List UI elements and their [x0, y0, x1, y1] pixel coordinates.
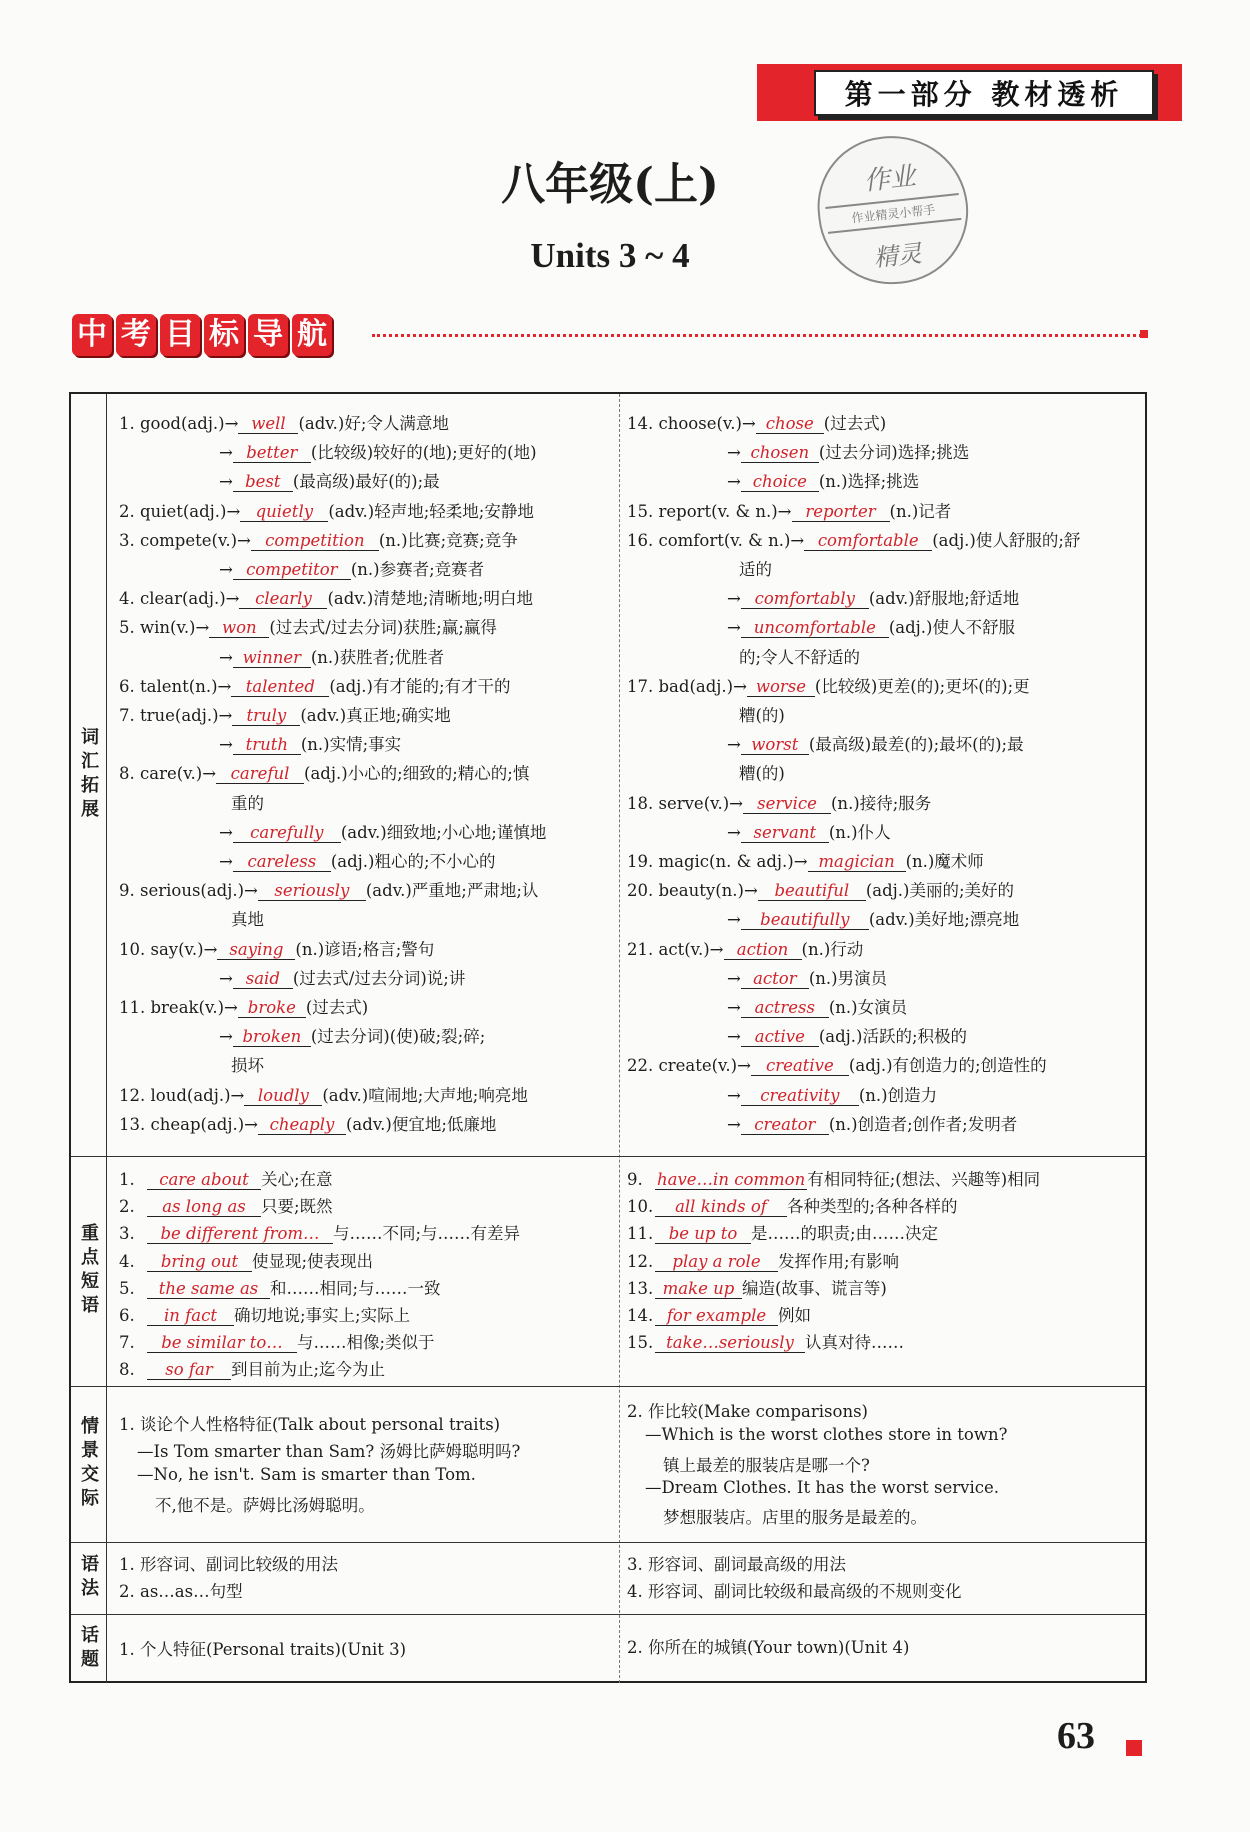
vocab-line: [119, 760, 529, 784]
grammar-item: 2. as…as…句型: [119, 1582, 243, 1601]
answer-blank: bring out: [147, 1253, 252, 1272]
answer-blank: reporter: [792, 503, 890, 522]
phrase-line: [119, 1329, 435, 1353]
vocab-meaning: (n.)创造力: [858, 1085, 938, 1105]
vocab-line: [739, 760, 785, 784]
row-divider: [71, 1614, 1145, 1615]
vocab-line: [219, 468, 440, 492]
vocab-meaning: (adv.)好;令人满意地: [298, 414, 449, 433]
phrase-line: [119, 1193, 333, 1217]
page-number-marker: [1126, 1740, 1142, 1756]
vocab-meaning: 损坏: [231, 1056, 264, 1076]
vocab-line: [119, 527, 518, 551]
vocab-line: [119, 614, 497, 638]
answer-blank: choice: [741, 473, 819, 492]
vocab-meaning: (adj.)活跃的;积极的: [818, 1027, 968, 1047]
answer-blank: be different from…: [147, 1225, 333, 1244]
vocab-line: [739, 556, 772, 580]
vocab-line: [627, 498, 951, 522]
category-phrases: [71, 1156, 107, 1386]
phrase-number: 6.: [119, 1306, 135, 1325]
heading-end-dot: [1140, 330, 1148, 338]
vocab-line: [627, 673, 1030, 697]
phrase-meaning: 发挥作用;有影响: [778, 1251, 900, 1271]
phrase-number: 9.: [627, 1170, 643, 1189]
section-heading: [72, 314, 332, 356]
phrase-number: 15.: [627, 1333, 654, 1353]
vocab-source: →: [219, 1027, 233, 1047]
situation-line: 1. 谈论个人性格特征(Talk about personal traits): [119, 1415, 501, 1434]
vocab-meaning: 适的: [739, 560, 772, 579]
vocab-meaning: (n.)魔术师: [905, 852, 984, 871]
vocab-meaning: (adj.)小心的;细致的;精心的;慎: [304, 764, 530, 784]
answer-blank: play a role: [655, 1253, 778, 1272]
vocab-meaning: (n.)获胜者;优胜者: [310, 647, 445, 667]
vocab-line: [627, 936, 863, 960]
vocab-source: 22. create(v.)→: [627, 1056, 751, 1076]
answer-blank: action: [724, 941, 802, 960]
vocab-source: →: [219, 968, 233, 988]
vocab-line: [739, 644, 860, 668]
phrase-line: [627, 1220, 938, 1244]
vocab-source: →: [727, 968, 741, 988]
heading-char: 标: [204, 314, 244, 356]
vocab-meaning: (过去式): [823, 414, 887, 433]
vocab-meaning: (adv.)美好地;漂亮地: [868, 910, 1020, 930]
vocab-source: →: [727, 1027, 741, 1047]
vocab-source: 15. report(v. & n.)→: [627, 501, 792, 521]
vocab-line: [739, 702, 785, 726]
topic-item: 1. 个人特征(Personal traits)(Unit 3): [119, 1640, 407, 1659]
vocab-source: →: [727, 998, 741, 1017]
vocab-meaning: (n.)仆人: [828, 822, 891, 842]
answer-blank: active: [741, 1028, 819, 1047]
vocab-source: →: [727, 1114, 741, 1134]
vocab-line: [219, 644, 444, 668]
answer-blank: all kinds of: [655, 1198, 787, 1217]
answer-blank: loudly: [244, 1087, 322, 1106]
vocab-source: →: [219, 443, 233, 463]
vocab-source: 2. quiet(adj.)→: [119, 501, 241, 521]
phrase-number: 12.: [627, 1251, 654, 1271]
answer-blank: take…seriously: [655, 1334, 805, 1353]
vocab-source: 3. compete(v.)→: [119, 530, 251, 550]
vocab-line: [727, 965, 887, 989]
vocab-line: [627, 410, 886, 434]
section-banner-label: 第一部分 教材透析: [814, 70, 1154, 116]
answer-blank: careful: [216, 765, 304, 784]
answer-blank: uncomfortable: [741, 619, 889, 638]
vocab-source: 9. serious(adj.)→: [119, 881, 258, 901]
phrase-line: [627, 1302, 811, 1326]
vocab-meaning: (adj.)使人不舒服: [888, 618, 1015, 638]
vocab-meaning: (adv.)真正地;确实地: [300, 706, 451, 725]
category-label: 话题: [78, 1624, 99, 1673]
vocab-source: 5. win(v.)→: [119, 618, 210, 638]
answer-blank: best: [233, 473, 293, 492]
answer-blank: in fact: [147, 1307, 234, 1326]
heading-char: 考: [116, 314, 156, 356]
situation-line: 梦想服装店。店里的服务是最差的。: [663, 1508, 927, 1527]
vocab-meaning: 糟(的): [739, 706, 785, 725]
answer-blank: talented: [231, 678, 329, 697]
vocab-source: 16. comfort(v. & n.)→: [627, 530, 805, 550]
vocab-meaning: 真地: [231, 910, 264, 930]
row-divider: [71, 1542, 1145, 1543]
answer-blank: said: [233, 970, 293, 989]
phrase-meaning: 认真对待……: [805, 1333, 904, 1353]
vocab-source: →: [727, 589, 741, 609]
vocab-source: 18. serve(v.)→: [627, 793, 743, 813]
grammar-item: 3. 形容词、副词最高级的用法: [627, 1555, 846, 1574]
answer-blank: creative: [751, 1057, 849, 1076]
answer-blank: comfortable: [804, 532, 932, 551]
page-title: 八年级(上): [501, 159, 719, 210]
answer-blank: chose: [756, 415, 824, 434]
phrase-line: [627, 1248, 899, 1272]
phrase-line: [627, 1193, 958, 1217]
answer-blank: better: [233, 444, 311, 463]
vocab-line: [727, 1023, 967, 1047]
vocab-source: →: [219, 472, 233, 492]
vocab-line: [119, 1082, 528, 1106]
vocab-source: →: [727, 443, 741, 463]
answer-blank: clearly: [239, 590, 327, 609]
answer-blank: creativity: [741, 1087, 859, 1106]
vocab-meaning: (n.)比赛;竞赛;竞争: [378, 530, 518, 550]
grammar-item: 4. 形容词、副词比较级和最高级的不规则变化: [627, 1582, 962, 1601]
page-number: 63: [1057, 1715, 1095, 1757]
vocab-line: [119, 585, 533, 609]
vocab-meaning: (adv.)清楚地;清晰地;明白地: [327, 589, 533, 609]
phrase-line: [627, 1329, 904, 1353]
answer-blank: beautifully: [741, 911, 869, 930]
phrase-meaning: 编造(故事、谎言等): [742, 1278, 887, 1298]
vocab-line: [119, 877, 538, 901]
answer-blank: actress: [741, 999, 829, 1018]
vocab-line: [119, 498, 534, 522]
vocab-line: [727, 731, 1024, 755]
vocab-source: 4. clear(adj.)→: [119, 589, 240, 609]
vocab-line: [727, 468, 919, 492]
vocab-source: →: [727, 1085, 741, 1105]
phrase-line: [119, 1166, 333, 1190]
vocab-meaning: (过去分词)选择;挑选: [818, 443, 970, 463]
vocab-line: [627, 790, 931, 814]
vocab-source: 13. cheap(adj.)→: [119, 1114, 258, 1134]
answer-blank: winner: [233, 649, 311, 668]
phrase-line: [119, 1275, 441, 1299]
vocab-meaning: (过去式/过去分词)说;讲: [292, 968, 466, 988]
phrase-meaning: 到目前为止;迄今为止: [231, 1360, 386, 1380]
vocab-meaning: (adj.)使人舒服的;舒: [932, 530, 1081, 550]
phrase-meaning: 确切地说;事实上;实际上: [234, 1306, 411, 1325]
answer-blank: well: [238, 415, 298, 434]
vocab-line: [231, 790, 264, 814]
vocab-source: →: [727, 910, 741, 930]
vocab-meaning: (adv.)喧闹地;大声地;响亮地: [322, 1085, 528, 1105]
vocab-source: →: [219, 647, 233, 667]
vocab-meaning: (n.)行动: [801, 939, 864, 959]
answer-blank: be similar to…: [147, 1334, 297, 1353]
phrase-meaning: 关心;在意: [261, 1170, 333, 1189]
vocab-meaning: (n.)实情;事实: [300, 735, 402, 755]
answer-blank: make up: [655, 1280, 742, 1299]
situation-line: —No, he isn't. Sam is smarter than Tom.: [137, 1465, 476, 1484]
vocab-source: 7. true(adj.)→: [119, 706, 233, 725]
vocab-meaning: (过去分词)(使)破;裂;碎;: [310, 1027, 486, 1047]
vocab-meaning: (比较级)较好的(地);更好的(地): [310, 443, 537, 463]
category-label: 词汇拓展: [78, 727, 99, 823]
vocab-meaning: 重的: [231, 793, 264, 813]
page-subtitle: Units 3 ~ 4: [530, 236, 690, 275]
vocab-source: 14. choose(v.)→: [627, 414, 756, 433]
vocab-source: →: [219, 735, 233, 755]
watermark-stamp: [811, 129, 976, 292]
answer-blank: seriously: [258, 882, 366, 901]
vocab-meaning: (n.)参赛者;竞赛者: [350, 560, 485, 579]
vocab-meaning: (adv.)严重地;严肃地;认: [365, 881, 539, 901]
vocab-line: [219, 731, 401, 755]
phrase-meaning: 使显现;使表现出: [252, 1251, 374, 1271]
vocab-line: [119, 994, 368, 1018]
answer-blank: have…in common: [657, 1170, 806, 1189]
vocab-meaning: (adj.)粗心的;不小心的: [330, 852, 496, 871]
answer-blank: cheaply: [258, 1116, 346, 1135]
vocab-meaning: (最高级)最好(的);最: [292, 472, 440, 492]
phrase-number: 4.: [119, 1251, 135, 1271]
situation-line: —Which is the worst clothes store in town?: [645, 1425, 1008, 1444]
phrase-number: 14.: [627, 1306, 654, 1325]
vocab-line: [231, 906, 264, 930]
heading-char: 中: [72, 314, 112, 356]
phrase-line: [627, 1166, 1040, 1190]
phrase-meaning: 例如: [778, 1306, 811, 1325]
phrase-meaning: 与……不同;与……有差异: [333, 1224, 521, 1244]
category-label: 语法: [78, 1554, 99, 1602]
answer-blank: beautiful: [758, 882, 866, 901]
answer-blank: saying: [217, 941, 295, 960]
answer-blank: comfortably: [741, 590, 869, 609]
phrase-meaning: 是……的职责;由……决定: [751, 1224, 939, 1244]
vocab-source: 20. beauty(n.)→: [627, 881, 758, 901]
answer-blank: competitor: [233, 561, 351, 580]
vocab-source: →: [219, 822, 233, 842]
column-divider: [619, 394, 620, 1683]
situation-line: 不,他不是。萨姆比汤姆聪明。: [155, 1496, 375, 1515]
vocab-meaning: (过去式/过去分词)获胜;赢;赢得: [269, 618, 497, 638]
heading-char: 目: [160, 314, 200, 356]
category-grammar: [71, 1542, 107, 1614]
phrase-line: [119, 1356, 385, 1380]
vocab-meaning: (adv.)便宜地;低廉地: [345, 1114, 497, 1134]
answer-blank: worse: [747, 678, 815, 697]
situation-line: —Is Tom smarter than Sam? 汤姆比萨姆聪明吗?: [137, 1442, 521, 1461]
heading-char: 导: [248, 314, 288, 356]
answer-blank: carefully: [233, 824, 341, 843]
summary-table: [69, 392, 1147, 1683]
phrase-number: 10.: [627, 1197, 654, 1217]
vocab-line: [119, 702, 451, 726]
vocab-meaning: (比较级)更差(的);更坏(的);更: [814, 676, 1030, 696]
vocab-meaning: (adj.)有创造力的;创造性的: [848, 1056, 1047, 1076]
vocab-line: [119, 673, 511, 697]
vocab-line: [627, 527, 1080, 551]
vocab-source: 8. care(v.)→: [119, 764, 217, 784]
answer-blank: for example: [655, 1307, 778, 1326]
phrase-number: 1.: [119, 1170, 135, 1189]
vocab-line: [627, 848, 984, 872]
answer-blank: chosen: [741, 444, 819, 463]
answer-blank: truth: [233, 736, 301, 755]
vocab-source: →: [219, 560, 233, 579]
vocab-meaning: 的;令人不舒适的: [739, 647, 861, 667]
stamp-line3: 精灵: [872, 239, 924, 273]
vocab-line: [119, 410, 449, 434]
situation-line: 2. 作比较(Make comparisons): [627, 1402, 868, 1421]
vocab-line: [727, 906, 1019, 930]
vocab-meaning: (最高级)最差(的);最坏(的);最: [808, 735, 1024, 755]
vocab-meaning: (n.)创造者;创作者;发明者: [828, 1114, 1018, 1134]
answer-blank: quietly: [240, 503, 328, 522]
vocab-source: 21. act(v.)→: [627, 939, 724, 959]
grammar-item: 1. 形容词、副词比较级的用法: [119, 1555, 338, 1574]
vocab-meaning: (n.)男演员: [808, 968, 888, 988]
stamp-line2: 作业精灵小帮手: [825, 193, 961, 234]
category-vocab: [71, 394, 107, 1156]
row-divider: [71, 1386, 1145, 1387]
phrase-number: 8.: [119, 1360, 135, 1380]
category-label: 情景交际: [78, 1416, 99, 1512]
vocab-line: [627, 1052, 1047, 1076]
phrase-number: 2.: [119, 1197, 135, 1217]
vocab-source: 19. magic(n. & adj.)→: [627, 852, 808, 871]
vocab-meaning: (adv.)舒服地;舒适地: [868, 589, 1020, 609]
vocab-source: 17. bad(adj.)→: [627, 676, 747, 696]
phrase-line: [627, 1275, 887, 1299]
phrase-number: 3.: [119, 1224, 135, 1244]
phrase-number: 11.: [627, 1224, 654, 1244]
vocab-source: 11. break(v.)→: [119, 998, 238, 1017]
category-situations: [71, 1386, 107, 1542]
vocab-meaning: (adv.)轻声地;轻柔地;安静地: [328, 501, 534, 521]
row-divider: [71, 1156, 1145, 1157]
vocab-line: [219, 1023, 485, 1047]
vocab-source: →: [727, 735, 741, 755]
answer-blank: actor: [741, 970, 809, 989]
answer-blank: careless: [233, 853, 331, 872]
answer-blank: magician: [808, 853, 906, 872]
answer-blank: so far: [147, 1361, 231, 1380]
phrase-number: 5.: [119, 1278, 135, 1298]
vocab-source: 1. good(adj.)→: [119, 414, 239, 433]
answer-blank: as long as: [147, 1198, 261, 1217]
vocab-line: [219, 848, 496, 872]
vocab-meaning: (过去式): [305, 998, 369, 1017]
topic-item: 2. 你所在的城镇(Your town)(Unit 4): [627, 1638, 910, 1657]
answer-blank: broke: [238, 999, 306, 1018]
category-topics: [71, 1614, 107, 1683]
answer-blank: the same as: [147, 1280, 270, 1299]
vocab-line: [727, 439, 969, 463]
vocab-meaning: (n.)选择;挑选: [818, 472, 920, 492]
vocab-line: [219, 965, 465, 989]
answer-blank: worst: [741, 736, 809, 755]
vocab-source: 12. loud(adj.)→: [119, 1085, 245, 1105]
answer-blank: truly: [232, 707, 300, 726]
phrase-meaning: 与……相像;类似于: [297, 1333, 435, 1353]
phrase-number: 7.: [119, 1333, 135, 1353]
vocab-line: [119, 936, 434, 960]
answer-blank: be up to: [655, 1225, 751, 1244]
phrase-number: 13.: [627, 1278, 654, 1298]
vocab-line: [219, 819, 546, 843]
answer-blank: won: [209, 619, 269, 638]
vocab-meaning: (n.)接待;服务: [831, 793, 932, 813]
vocab-line: [727, 994, 907, 1018]
vocab-line: [119, 1111, 496, 1135]
vocab-source: →: [219, 852, 233, 871]
vocab-line: [231, 1052, 264, 1076]
vocab-meaning: (n.)女演员: [828, 998, 908, 1017]
phrase-meaning: 各种类型的;各种各样的: [787, 1197, 958, 1217]
situation-line: —Dream Clothes. It has the worst service.: [645, 1478, 1000, 1497]
situation-line: 镇上最差的服装店是哪一个?: [663, 1456, 870, 1475]
vocab-meaning: (adj.)有才能的;有才干的: [329, 676, 511, 696]
category-label: 重点短语: [78, 1223, 99, 1319]
vocab-line: [727, 585, 1019, 609]
vocab-meaning: (n.)谚语;格言;警句: [295, 939, 435, 959]
vocab-meaning: (adj.)美丽的;美好的: [865, 881, 1015, 901]
vocab-source: →: [727, 618, 741, 638]
answer-blank: creator: [741, 1116, 829, 1135]
answer-blank: service: [743, 795, 831, 814]
vocab-line: [727, 1082, 937, 1106]
vocab-line: [219, 556, 484, 580]
vocab-line: [727, 819, 891, 843]
vocab-meaning: 糟(的): [739, 764, 785, 784]
vocab-line: [727, 614, 1015, 638]
vocab-source: →: [727, 822, 741, 842]
vocab-line: [627, 877, 1014, 901]
phrase-line: [119, 1302, 410, 1326]
heading-dotted-line: [372, 334, 1142, 337]
phrase-meaning: 只要;既然: [261, 1197, 333, 1217]
phrase-meaning: 和……相同;与……一致: [270, 1278, 441, 1298]
stamp-line1: 作业: [862, 161, 918, 197]
answer-blank: broken: [233, 1028, 311, 1047]
phrase-meaning: 有相同特征;(想法、兴趣等)相同: [807, 1170, 1041, 1189]
vocab-line: [727, 1111, 1017, 1135]
vocab-meaning: (n.)记者: [889, 501, 952, 521]
vocab-meaning: (adv.)细致地;小心地;谨慎地: [340, 822, 547, 842]
phrase-line: [119, 1248, 373, 1272]
answer-blank: servant: [741, 824, 829, 843]
vocab-source: 6. talent(n.)→: [119, 676, 232, 696]
answer-blank: competition: [251, 532, 379, 551]
phrase-line: [119, 1220, 520, 1244]
answer-blank: care about: [147, 1171, 261, 1190]
heading-char: 航: [292, 314, 332, 356]
vocab-source: →: [727, 472, 741, 492]
vocab-source: 10. say(v.)→: [119, 939, 218, 959]
vocab-line: [219, 439, 537, 463]
